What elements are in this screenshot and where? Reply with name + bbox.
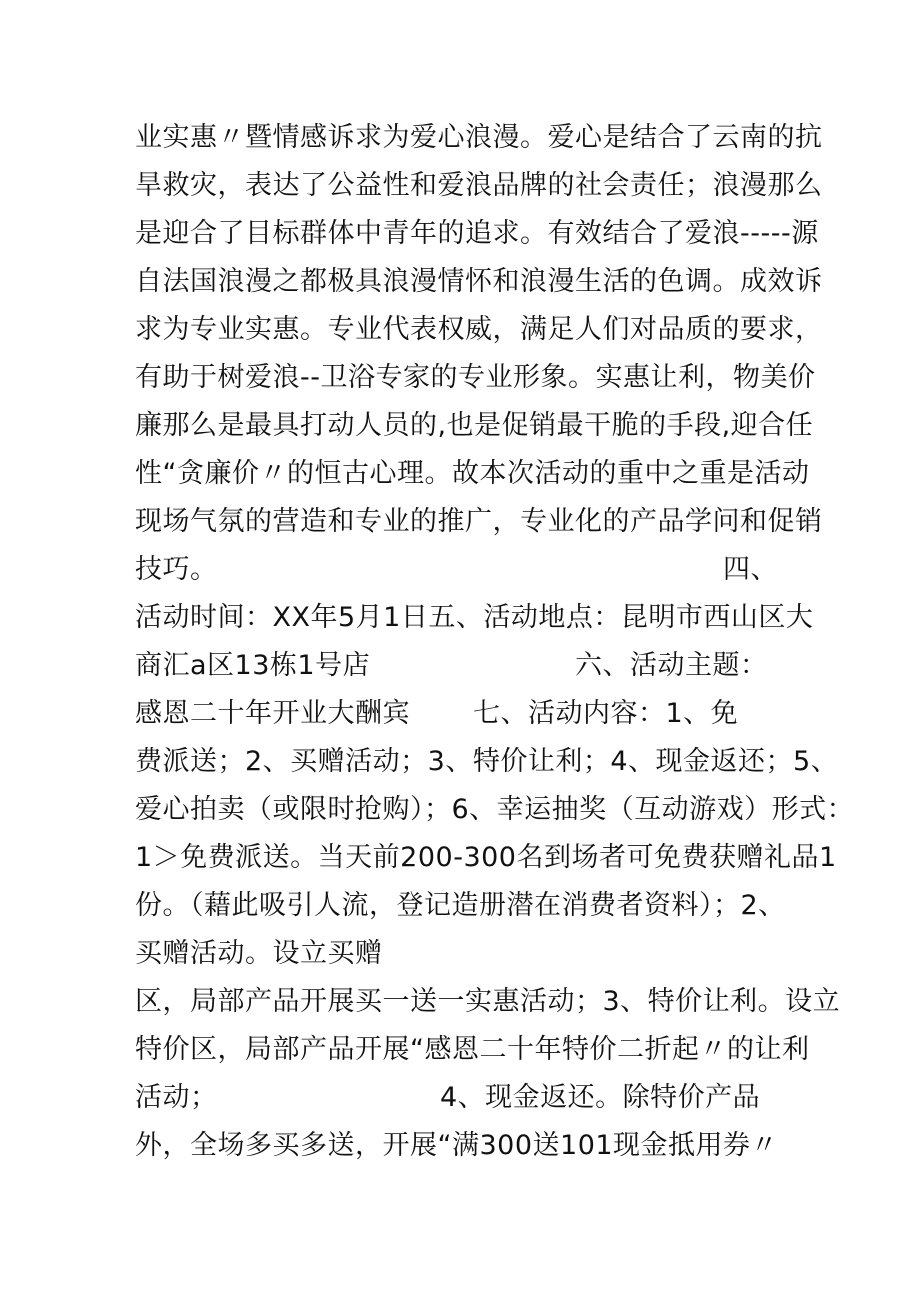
line-text: 业实惠〃暨情感诉求为爱心浪漫。爱心是结合了云南的抗 [135,122,823,153]
line-text-right: 四、 [723,554,778,585]
text-line-13 [135,690,739,738]
text-line-10 [135,546,778,594]
line-text: 买赠活动。设立买赠 [135,938,383,969]
line-text: 性“贪廉价〃的恒古心理。故本次活动的重中之重是活动 [135,458,810,489]
line-text: 商汇a区13栋1号店 [135,650,371,681]
line-text: 1＞免费派送。当天前200-300名到场者可免费获赠礼品1 [135,842,837,873]
line-text: 特价区，局部产品开展“感恩二十年特价二折起〃的让利 [135,1034,810,1065]
line-text: 感恩二十年开业大酬宾 [135,698,410,729]
line-text: 现场气氛的营造和专业的推广，专业化的产品学问和促销 [135,506,823,537]
line-text: 费派送；2、买赠活动；3、特价让利；4、现金返还；5、 [135,746,839,777]
line-text: 是迎合了目标群体中青年的追求。有效结合了爱浪-----源 [135,218,819,249]
line-text: 爱心拍卖（或限时抢购）；6、幸运抽奖（互动游戏）形式： [135,794,855,825]
line-text: 活动； [135,1082,218,1113]
line-text: 有助于树爱浪--卫浴专家的专业形象。实惠让利，物美价 [135,362,816,393]
line-text: 求为专业实惠。专业代表权威，满足人们对品质的要求， [135,314,823,345]
line-text: 自法国浪漫之都极具浪漫情怀和浪漫生活的色调。成效诉 [135,266,823,297]
line-text: 份。（藉此吸引人流，登记造册潜在消费者资料）；2、 [135,890,786,921]
text-line-21 [135,1074,761,1122]
line-text: 旱救灾，表达了公益性和爱浪品牌的社会责任；浪漫那么 [135,170,823,201]
line-text-right: 六、活动主题： [575,650,768,681]
line-text-right: 4、现金返还。除特价产品 [440,1082,761,1113]
line-text: 技巧。 [135,554,218,585]
line-text: 廉那么是最具打动人员的,也是促销最干脆的手段,迎合任 [135,410,814,441]
line-text: 区，局部产品开展买一送一实惠活动；3、特价让利。设立 [135,986,841,1017]
text-line-12 [135,642,768,690]
line-text-right: 七、活动内容：1、免 [473,698,739,729]
line-text: 活动时间：XX年5月1日五、活动地点：昆明市西山区大 [135,602,814,633]
line-text: 外，全场多买多送，开展“满300送101现金抵用券〃 [135,1130,779,1161]
